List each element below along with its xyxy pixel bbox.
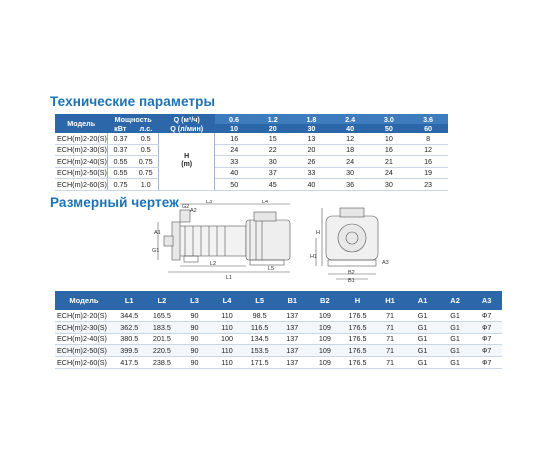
dimension-cell: 399.5 — [113, 345, 146, 357]
dimension-cell: 134.5 — [243, 333, 276, 345]
model-cell: ECH(m)2-40(S) — [57, 156, 107, 166]
spec-row — [55, 156, 486, 168]
dim-header-cell: L5 — [243, 291, 276, 310]
head-cell: 30 — [370, 179, 409, 191]
head-cell: 16 — [408, 156, 448, 168]
flow-lmin-cell: 60 — [408, 124, 448, 133]
drawing-label-l5: L5 — [268, 266, 275, 272]
head-cell: 12 — [408, 144, 448, 156]
drawing-label-l2: L2 — [210, 261, 217, 267]
dimension-cell: G1 — [439, 321, 472, 333]
dimension-cell: 110 — [211, 345, 244, 357]
dim-header-cell: B2 — [309, 291, 342, 310]
dimension-cell: Ф7 — [471, 345, 502, 357]
dimension-cell: G1 — [406, 310, 439, 321]
flow-m3h-cell: 1.2 — [253, 114, 292, 124]
drawing-label-b1: B1 — [348, 278, 355, 282]
dim-header-cell: L3 — [178, 291, 211, 310]
dimension-row — [55, 321, 502, 333]
dimension-cell: 109 — [309, 357, 342, 369]
spec-row — [55, 167, 486, 179]
dimension-cell: 380.5 — [113, 333, 146, 345]
head-cell: 33 — [215, 156, 254, 168]
head-cell: 24 — [331, 156, 370, 168]
flow-m3h-cell: 3.0 — [370, 114, 409, 124]
dimension-cell: Ф7 — [471, 321, 502, 333]
drawing-label-l1: L1 — [226, 275, 233, 281]
model-cell: ECH(m)2-50(S) — [57, 168, 107, 178]
drawing-label-h1: H1 — [310, 254, 318, 260]
dimension-row — [55, 333, 502, 345]
dimension-cell: 90 — [178, 333, 211, 345]
dimension-cell: G1 — [439, 310, 472, 321]
dim-header-cell: A1 — [406, 291, 439, 310]
head-cell: 40 — [215, 167, 254, 179]
flow-lmin-cell: 30 — [292, 124, 331, 133]
head-symbol: H — [184, 153, 190, 161]
dimension-cell: 90 — [178, 345, 211, 357]
hp-cell: 0.75 — [133, 156, 159, 168]
drawing-label-a2: A2 — [190, 208, 197, 214]
spec-header-power: Мощность — [107, 114, 158, 124]
head-label — [159, 133, 215, 190]
spec-row — [55, 179, 486, 191]
dimension-cell: 110 — [211, 357, 244, 369]
model-cell: ECH(m)2-30(S) — [57, 145, 107, 155]
dimension-cell: 137 — [276, 357, 309, 369]
dimension-cell: 109 — [309, 310, 342, 321]
dimension-cell: G1 — [439, 333, 472, 345]
dimension-cell: 90 — [178, 321, 211, 333]
dim-header-cell: L4 — [211, 291, 244, 310]
drawing-label-h: H — [316, 230, 320, 236]
dim-header-cell: L2 — [146, 291, 179, 310]
dimension-cell: 71 — [374, 345, 407, 357]
dimension-header-row — [55, 291, 502, 310]
dimension-row — [55, 357, 502, 369]
flow-lmin-cell: 50 — [370, 124, 409, 133]
dimension-cell: 110 — [211, 310, 244, 321]
hp-cell: 0.5 — [133, 133, 159, 144]
spec-header-kw: кВт — [107, 124, 133, 133]
hp-cell: 1.0 — [133, 179, 159, 191]
kw-cell: 0.75 — [107, 179, 133, 191]
dimension-cell: 165.5 — [146, 310, 179, 321]
dimension-row — [55, 310, 502, 321]
model-cell: ECH(m)2-50(S) — [55, 345, 113, 357]
hp-cell: 0.5 — [133, 144, 159, 156]
head-cell: 22 — [253, 144, 292, 156]
dimension-cell: 109 — [309, 333, 342, 345]
head-cell: 24 — [215, 144, 254, 156]
drawing-label-l3: L3 — [206, 200, 213, 205]
head-cell: 10 — [370, 133, 409, 144]
dim-header-cell: A2 — [439, 291, 472, 310]
dimension-cell: 176.5 — [341, 321, 374, 333]
dimension-cell: Ф7 — [471, 333, 502, 345]
dimension-cell: 71 — [374, 310, 407, 321]
dimension-cell: 109 — [309, 321, 342, 333]
spec-section-title: Технические параметры — [50, 94, 216, 109]
flow-lmin-cell: 10 — [215, 124, 254, 133]
dimension-cell: 71 — [374, 333, 407, 345]
dimension-cell: 71 — [374, 357, 407, 369]
dimension-cell: 183.5 — [146, 321, 179, 333]
dim-header-cell: H — [341, 291, 374, 310]
kw-cell: 0.37 — [107, 144, 133, 156]
model-cell: ECH(m)2-20(S) — [57, 133, 107, 143]
dimension-row — [55, 345, 502, 357]
dim-section-title: Размерный чертеж — [50, 195, 179, 210]
head-cell: 21 — [370, 156, 409, 168]
dimension-drawing — [150, 200, 400, 282]
head-unit: (m) — [181, 161, 193, 169]
hp-cell: 0.75 — [133, 167, 159, 179]
dimension-cell: G1 — [439, 345, 472, 357]
dimension-cell: 137 — [276, 321, 309, 333]
dimension-cell: 176.5 — [341, 310, 374, 321]
dimension-cell: 100 — [211, 333, 244, 345]
dimension-cell: 238.5 — [146, 357, 179, 369]
model-cell: ECH(m)2-60(S) — [55, 357, 113, 369]
head-cell: 36 — [331, 179, 370, 191]
dimension-cell: 116.5 — [243, 321, 276, 333]
dim-header-cell: L1 — [113, 291, 146, 310]
spec-header-hp: л.с. — [133, 124, 159, 133]
flow-m3h-cell: 3.6 — [408, 114, 448, 124]
spec-row — [55, 144, 486, 156]
kw-cell: 0.55 — [107, 167, 133, 179]
head-cell: 8 — [408, 133, 448, 144]
drawing-label-g2: G2 — [182, 204, 190, 210]
head-cell: 19 — [408, 167, 448, 179]
model-cell: ECH(m)2-60(S) — [57, 179, 107, 189]
head-cell: 16 — [370, 144, 409, 156]
dimension-cell: 171.5 — [243, 357, 276, 369]
head-cell: 20 — [292, 144, 331, 156]
flow-m3h-cell: 1.8 — [292, 114, 331, 124]
dimension-cell: G1 — [406, 345, 439, 357]
dim-header-cell: A3 — [471, 291, 502, 310]
head-cell: 16 — [215, 133, 254, 144]
head-cell: 26 — [292, 156, 331, 168]
dimension-cell: 417.5 — [113, 357, 146, 369]
head-cell: 37 — [253, 167, 292, 179]
dimension-cell: G1 — [406, 321, 439, 333]
flow-m3h-cell: 2.4 — [331, 114, 370, 124]
dimension-cell: G1 — [439, 357, 472, 369]
dimension-cell: 176.5 — [341, 357, 374, 369]
dim-header-cell: Модель — [55, 291, 113, 310]
dimension-cell: 362.5 — [113, 321, 146, 333]
dimension-cell: 110 — [211, 321, 244, 333]
dimension-cell: 153.5 — [243, 345, 276, 357]
head-cell: 18 — [331, 144, 370, 156]
head-cell: 33 — [292, 167, 331, 179]
drawing-label-a1: A1 — [154, 230, 161, 236]
dimension-table — [55, 291, 502, 369]
model-cell: ECH(m)2-40(S) — [55, 333, 113, 345]
dimension-cell: 137 — [276, 345, 309, 357]
dimension-cell: 201.5 — [146, 333, 179, 345]
dimension-cell: Ф7 — [471, 357, 502, 369]
model-cell: ECH(m)2-30(S) — [55, 321, 113, 333]
model-cell: ECH(m)2-20(S) — [55, 310, 113, 321]
drawing-label-g1: G1 — [152, 248, 160, 254]
spec-header-q-m3h: Q (м³/ч) — [159, 114, 215, 124]
drawing-label-a3: A3 — [382, 260, 389, 266]
dim-header-cell: H1 — [374, 291, 407, 310]
dimension-cell: 90 — [178, 310, 211, 321]
head-cell: 13 — [292, 133, 331, 144]
head-cell: 45 — [253, 179, 292, 191]
kw-cell: 0.55 — [107, 156, 133, 168]
spec-table — [55, 114, 486, 191]
flow-m3h-cell: 0.6 — [215, 114, 254, 124]
drawing-label-l4: L4 — [262, 200, 269, 205]
head-cell: 30 — [331, 167, 370, 179]
dimension-cell: 71 — [374, 321, 407, 333]
dimension-cell: 98.5 — [243, 310, 276, 321]
head-cell: 24 — [370, 167, 409, 179]
dimension-cell: 137 — [276, 333, 309, 345]
kw-cell: 0.37 — [107, 133, 133, 144]
head-cell: 40 — [292, 179, 331, 191]
dimension-cell: G1 — [406, 333, 439, 345]
head-cell: 15 — [253, 133, 292, 144]
spec-header-model: Модель — [55, 114, 107, 133]
dimension-cell: 109 — [309, 345, 342, 357]
dimension-cell: 344.5 — [113, 310, 146, 321]
drawing-label-b2: B2 — [348, 270, 355, 276]
head-cell: 50 — [215, 179, 254, 191]
head-cell: 12 — [331, 133, 370, 144]
head-cell: 23 — [408, 179, 448, 191]
dimension-cell: 137 — [276, 310, 309, 321]
dimension-cell: 220.5 — [146, 345, 179, 357]
flow-lmin-cell: 40 — [331, 124, 370, 133]
flow-lmin-cell: 20 — [253, 124, 292, 133]
dimension-cell: Ф7 — [471, 310, 502, 321]
spec-header-q-lmin: Q (л/мин) — [159, 124, 215, 133]
head-cell: 30 — [253, 156, 292, 168]
dimension-cell: G1 — [406, 357, 439, 369]
dimension-cell: 176.5 — [341, 333, 374, 345]
dimension-cell: 176.5 — [341, 345, 374, 357]
dimension-cell: 90 — [178, 357, 211, 369]
dim-header-cell: B1 — [276, 291, 309, 310]
spec-row — [55, 133, 486, 144]
